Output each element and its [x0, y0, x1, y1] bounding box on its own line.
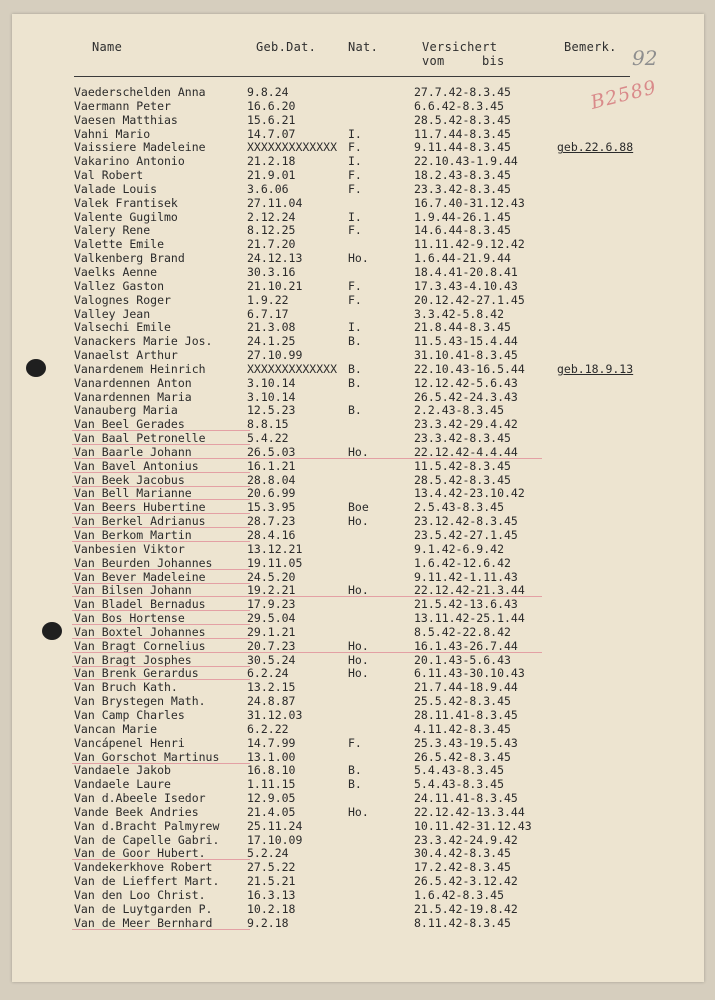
record-name: Van de Goor Hubert. [74, 846, 206, 861]
document-sheet [12, 14, 704, 982]
record-insured-period: 21.5.42-19.8.42 [414, 901, 518, 916]
record-insured-period: 22.12.42-4.4.44 [414, 444, 518, 459]
record-dob: 1.9.22 [247, 292, 289, 307]
record-dob: 13.1.00 [247, 749, 296, 764]
record-row [12, 335, 704, 349]
record-insured-period: 11.7.44-8.3.45 [414, 126, 511, 141]
punch-hole-bottom [42, 622, 62, 640]
record-nationality: F. [348, 168, 362, 183]
record-dob: 31.12.03 [247, 707, 303, 722]
record-name: Vanardenem Heinrich [74, 361, 206, 376]
record-name: Vandaele Jakob [74, 763, 171, 778]
record-nationality: Ho. [348, 583, 369, 598]
record-row [12, 280, 704, 294]
record-nationality: Ho. [348, 804, 369, 819]
record-name: Vallez Gaston [74, 278, 165, 293]
record-insured-period: 14.6.44-8.3.45 [414, 223, 511, 238]
record-insured-period: 23.3.42-8.3.45 [414, 431, 511, 446]
record-name: Vanauberg Maria [74, 403, 178, 418]
record-insured-period: 8.5.42-22.8.42 [414, 624, 511, 639]
record-insured-period: 23.12.42-8.3.45 [414, 514, 518, 529]
record-dob: 27.10.99 [247, 348, 303, 363]
record-insured-period: 9.1.42-6.9.42 [414, 541, 505, 556]
record-name: Valognes Roger [74, 292, 171, 307]
record-name: Van Bragt Cornelius [74, 638, 206, 653]
record-dob: 30.3.16 [247, 264, 296, 279]
record-name: Van Bladel Bernadus [74, 597, 206, 612]
record-dob: 9.2.18 [247, 915, 289, 930]
record-name: Van Camp Charles [74, 707, 185, 722]
record-dob: 29.1.21 [247, 624, 296, 639]
record-nationality: B. [348, 763, 362, 778]
record-name: Vancápenel Henri [74, 735, 185, 750]
record-nationality: Ho. [348, 666, 369, 681]
record-row [12, 571, 704, 585]
record-dob: 17.10.09 [247, 832, 303, 847]
punch-hole-top [26, 359, 46, 377]
record-nationality: B. [348, 334, 362, 349]
record-row [12, 737, 704, 751]
record-name: Val Robert [74, 168, 144, 183]
record-row [12, 487, 704, 501]
record-insured-period: 21.8.44-8.3.45 [414, 320, 511, 335]
record-dob: XXXXXXXXXXXXX [247, 140, 338, 155]
record-row [12, 889, 704, 903]
record-insured-period: 18.4.41-20.8.41 [414, 264, 518, 279]
record-insured-period: 20.12.42-27.1.45 [414, 292, 525, 307]
record-name: Van Berkel Adrianus [74, 514, 206, 529]
record-row [12, 418, 704, 432]
record-row [12, 321, 704, 335]
record-name: Van Beel Gerades [74, 417, 185, 432]
record-insured-period: 3.3.42-5.8.42 [414, 306, 505, 321]
record-name: Van Baal Petronelle [74, 431, 206, 446]
record-dob: 24.1.25 [247, 334, 296, 349]
header-dob: Geb.Dat. [256, 40, 317, 54]
record-name: Van Berkom Martin [74, 528, 192, 542]
record-dob: 13.12.21 [247, 541, 303, 556]
record-row [12, 834, 704, 848]
header-rule [74, 76, 630, 77]
record-dob: 16.8.10 [247, 763, 296, 778]
record-insured-period: 2.2.43-8.3.45 [414, 403, 505, 418]
record-nationality: Ho. [348, 514, 369, 529]
record-nationality: B. [348, 375, 362, 390]
record-name: Van Bos Hortense [74, 611, 185, 626]
record-insured-period: 22.12.42-13.3.44 [414, 804, 525, 819]
record-name: Van Beek Jacobus [74, 472, 185, 487]
record-dob: 12.5.23 [247, 403, 296, 418]
record-row [12, 820, 704, 834]
record-dob: 21.2.18 [247, 154, 296, 169]
record-row [12, 903, 704, 917]
record-name: Van Brystegen Math. [74, 694, 206, 709]
record-dob: 5.4.22 [247, 431, 289, 446]
record-row [12, 792, 704, 806]
record-insured-period: 1.6.44-21.9.44 [414, 251, 511, 266]
record-insured-period: 9.11.44-8.3.45 [414, 140, 511, 155]
record-row [12, 155, 704, 169]
record-insured-period: 21.7.44-18.9.44 [414, 680, 518, 695]
record-nationality: Ho. [348, 444, 369, 459]
record-insured-period: 23.3.42-29.4.42 [414, 417, 518, 432]
record-row [12, 404, 704, 418]
record-row [12, 875, 704, 889]
record-name: Vandekerkhove Robert [74, 860, 213, 875]
record-row [12, 183, 704, 197]
record-dob: 21.10.21 [247, 278, 303, 293]
record-insured-period: 11.5.43-15.4.44 [414, 334, 518, 349]
record-name: Van den Loo Christ. [74, 887, 206, 902]
record-insured-period: 4.11.42-8.3.45 [414, 721, 511, 736]
record-dob: 12.9.05 [247, 791, 296, 806]
record-dob: 1.11.15 [247, 777, 296, 792]
record-name: Van Beurden Johannes [74, 555, 213, 570]
record-name: Van Bell Marianne [74, 486, 192, 501]
record-insured-period: 22.12.42-21.3.44 [414, 583, 525, 598]
record-dob: 28.8.04 [247, 472, 296, 487]
record-insured-period: 28.5.42-8.3.45 [414, 112, 511, 127]
record-dob: 21.3.08 [247, 320, 296, 335]
record-nationality: B. [348, 777, 362, 792]
record-row [12, 612, 704, 626]
record-dob: 6.2.24 [247, 666, 289, 681]
record-row [12, 917, 704, 931]
record-dob: 21.4.05 [247, 804, 296, 819]
record-dob: 24.8.87 [247, 694, 296, 709]
record-dob: 27.11.04 [247, 195, 303, 210]
record-row [12, 529, 704, 543]
record-row [12, 114, 704, 128]
record-row [12, 681, 704, 695]
record-row [12, 764, 704, 778]
record-insured-period: 11.5.42-8.3.45 [414, 458, 511, 473]
record-name: Van Bruch Kath. [74, 680, 178, 695]
record-row [12, 543, 704, 557]
record-row [12, 847, 704, 861]
record-row [12, 751, 704, 765]
records-list [12, 86, 704, 930]
record-dob: 29.5.04 [247, 611, 296, 626]
record-dob: 5.2.24 [247, 846, 289, 861]
record-remark: geb.22.6.88 [557, 140, 634, 155]
record-name: Valery Rene [74, 223, 151, 238]
record-row [12, 584, 704, 598]
record-insured-period: 30.4.42-8.3.45 [414, 846, 511, 861]
record-name: Vanardennen Anton [74, 375, 192, 390]
record-name: Valade Louis [74, 181, 158, 196]
record-insured-period: 24.11.41-8.3.45 [414, 791, 518, 806]
record-dob: 21.9.01 [247, 168, 296, 183]
record-row [12, 377, 704, 391]
record-nationality: I. [348, 154, 362, 169]
record-row [12, 626, 704, 640]
record-name: Vaermann Peter [74, 98, 171, 113]
record-insured-period: 5.4.43-8.3.45 [414, 777, 505, 792]
record-dob: 14.7.99 [247, 735, 296, 750]
record-insured-period: 23.3.42-24.9.42 [414, 832, 518, 847]
record-dob: 8.8.15 [247, 417, 289, 432]
header-remarks: Bemerk. [564, 40, 617, 54]
record-name: Van de Luytgarden P. [74, 901, 213, 916]
record-row [12, 211, 704, 225]
record-row [12, 224, 704, 238]
record-name: Van Beers Hubertine [74, 500, 206, 515]
record-row [12, 169, 704, 183]
record-insured-period: 6.11.43-30.10.43 [414, 666, 525, 681]
record-dob: 28.7.23 [247, 514, 296, 529]
record-dob: 20.6.99 [247, 486, 296, 501]
record-row [12, 294, 704, 308]
record-row [12, 709, 704, 723]
record-name: Van de Capelle Gabri. [74, 832, 220, 847]
record-dob: 19.11.05 [247, 555, 303, 570]
record-row [12, 100, 704, 114]
record-row [12, 460, 704, 474]
record-name: Vanaelst Arthur [74, 348, 178, 363]
record-name: Valette Emile [74, 237, 165, 252]
record-row [12, 349, 704, 363]
record-name: Van Brenk Gerardus [74, 666, 199, 681]
record-nationality: F. [348, 278, 362, 293]
record-insured-period: 21.5.42-13.6.43 [414, 597, 518, 612]
record-dob: 21.5.21 [247, 874, 296, 889]
record-dob: 21.7.20 [247, 237, 296, 252]
header-insured-from: vom [422, 54, 445, 68]
record-row [12, 723, 704, 737]
record-insured-period: 28.11.41-8.3.45 [414, 707, 518, 722]
record-dob: 3.10.14 [247, 389, 296, 404]
record-dob: 16.3.13 [247, 887, 296, 902]
record-nationality: F. [348, 223, 362, 238]
record-name: Van de Meer Bernhard [74, 915, 213, 930]
record-dob: XXXXXXXXXXXXX [247, 361, 338, 376]
record-name: Valley Jean [74, 306, 151, 321]
record-dob: 8.12.25 [247, 223, 296, 238]
record-row [12, 266, 704, 280]
record-insured-period: 26.5.42-8.3.45 [414, 749, 511, 764]
record-name: Van d.Bracht Palmyrew [74, 818, 220, 833]
record-insured-period: 16.1.43-26.7.44 [414, 638, 518, 653]
record-dob: 26.5.03 [247, 444, 296, 459]
record-row [12, 128, 704, 142]
record-nationality: I. [348, 320, 362, 335]
record-name: Vaissiere Madeleine [74, 140, 206, 155]
record-insured-period: 20.1.43-5.6.43 [414, 652, 511, 667]
record-name: Vanardennen Maria [74, 389, 192, 404]
record-insured-period: 25.5.42-8.3.45 [414, 694, 511, 709]
header-nat: Nat. [348, 40, 379, 54]
record-dob: 9.8.24 [247, 85, 289, 99]
record-insured-period: 13.11.42-25.1.44 [414, 611, 525, 626]
record-row [12, 446, 704, 460]
record-row [12, 778, 704, 792]
record-dob: 28.4.16 [247, 528, 296, 542]
record-insured-period: 22.10.43-1.9.44 [414, 154, 518, 169]
record-row [12, 474, 704, 488]
record-dob: 24.12.13 [247, 251, 303, 266]
record-insured-period: 17.3.43-4.10.43 [414, 278, 518, 293]
record-nationality: F. [348, 181, 362, 196]
record-name: Valente Gugilmo [74, 209, 178, 224]
record-name: Van Gorschot Martinus [74, 749, 220, 764]
record-name: Van Bragt Josphes [74, 652, 192, 667]
record-dob: 3.6.06 [247, 181, 289, 196]
record-insured-period: 25.3.43-19.5.43 [414, 735, 518, 750]
record-nationality: B. [348, 361, 362, 376]
record-nationality: B. [348, 403, 362, 418]
record-nationality: Ho. [348, 638, 369, 653]
record-insured-period: 10.11.42-31.12.43 [414, 818, 532, 833]
record-insured-period: 1.6.42-8.3.45 [414, 887, 505, 902]
record-row [12, 432, 704, 446]
record-insured-period: 5.4.43-8.3.45 [414, 763, 505, 778]
record-dob: 19.2.21 [247, 583, 296, 598]
record-insured-period: 22.10.43-16.5.44 [414, 361, 525, 376]
record-remark: geb.18.9.13 [557, 361, 634, 376]
record-insured-period: 26.5.42-3.12.42 [414, 874, 518, 889]
record-dob: 15.6.21 [247, 112, 296, 127]
record-name: Vande Beek Andries [74, 804, 199, 819]
record-insured-period: 18.2.43-8.3.45 [414, 168, 511, 183]
record-row [12, 557, 704, 571]
record-dob: 16.1.21 [247, 458, 296, 473]
record-dob: 6.7.17 [247, 306, 289, 321]
record-dob: 25.11.24 [247, 818, 303, 833]
record-dob: 20.7.23 [247, 638, 296, 653]
record-insured-period: 6.6.42-8.3.45 [414, 98, 505, 113]
record-dob: 27.5.22 [247, 860, 296, 875]
record-insured-period: 23.3.42-8.3.45 [414, 181, 511, 196]
record-name: Vaesen Matthias [74, 112, 178, 127]
record-nationality: F. [348, 292, 362, 307]
record-row [12, 654, 704, 668]
record-insured-period: 23.5.42-27.1.45 [414, 528, 518, 542]
record-name: Van Boxtel Johannes [74, 624, 206, 639]
record-dob: 10.2.18 [247, 901, 296, 916]
record-name: Valek Frantisek [74, 195, 178, 210]
record-nationality: I. [348, 209, 362, 224]
record-nationality: F. [348, 140, 362, 155]
record-name: Vahni Mario [74, 126, 151, 141]
record-dob: 6.2.22 [247, 721, 289, 736]
header-name: Name [92, 40, 123, 54]
record-insured-period: 9.11.42-1.11.43 [414, 569, 518, 584]
record-insured-period: 28.5.42-8.3.45 [414, 472, 511, 487]
record-dob: 15.3.95 [247, 500, 296, 515]
record-row [12, 501, 704, 515]
handwritten-page-number: 92 [632, 46, 658, 70]
record-row [12, 252, 704, 266]
record-name: Vandaele Laure [74, 777, 171, 792]
record-dob: 30.5.24 [247, 652, 296, 667]
record-name: Vaelks Aenne [74, 264, 158, 279]
record-row [12, 640, 704, 654]
record-name: Van Bavel Antonius [74, 458, 199, 473]
record-insured-period: 31.10.41-8.3.45 [414, 348, 518, 363]
record-insured-period: 17.2.42-8.3.45 [414, 860, 511, 875]
record-dob: 24.5.20 [247, 569, 296, 584]
record-nationality: Ho. [348, 251, 369, 266]
record-row [12, 141, 704, 155]
record-nationality: F. [348, 735, 362, 750]
record-row [12, 861, 704, 875]
record-nationality: I. [348, 126, 362, 141]
header-insured-to: bis [482, 54, 505, 68]
record-name: Van Baarle Johann [74, 444, 192, 459]
record-row [12, 806, 704, 820]
record-name: Van Bilsen Johann [74, 583, 192, 598]
record-row [12, 86, 704, 100]
record-insured-period: 1.9.44-26.1.45 [414, 209, 511, 224]
record-dob: 13.2.15 [247, 680, 296, 695]
record-dob: 2.12.24 [247, 209, 296, 224]
record-row [12, 363, 704, 377]
record-name: Van de Lieffert Mart. [74, 874, 220, 889]
record-dob: 16.6.20 [247, 98, 296, 113]
record-name: Vakarino Antonio [74, 154, 185, 169]
record-insured-period: 11.11.42-9.12.42 [414, 237, 525, 252]
record-name: Valkenberg Brand [74, 251, 185, 266]
record-nationality: Ho. [348, 652, 369, 667]
record-dob: 17.9.23 [247, 597, 296, 612]
record-name: Van Bever Madeleine [74, 569, 206, 584]
header-insured: Versichert [422, 40, 498, 54]
record-row [12, 238, 704, 252]
record-insured-period: 2.5.43-8.3.45 [414, 500, 505, 515]
record-name: Valsechi Emile [74, 320, 171, 335]
record-row [12, 515, 704, 529]
red-stamp: B2589 [588, 76, 659, 114]
record-name: Vancan Marie [74, 721, 158, 736]
record-row [12, 598, 704, 612]
record-dob: 3.10.14 [247, 375, 296, 390]
record-row [12, 391, 704, 405]
record-row [12, 197, 704, 211]
record-insured-period: 26.5.42-24.3.43 [414, 389, 518, 404]
record-name: Vanbesien Viktor [74, 541, 185, 556]
record-insured-period: 12.12.42-5.6.43 [414, 375, 518, 390]
record-insured-period: 13.4.42-23.10.42 [414, 486, 525, 501]
record-insured-period: 16.7.40-31.12.43 [414, 195, 525, 210]
record-insured-period: 1.6.42-12.6.42 [414, 555, 511, 570]
record-dob: 14.7.07 [247, 126, 296, 141]
record-row [12, 695, 704, 709]
record-name: Vanackers Marie Jos. [74, 334, 213, 349]
record-insured-period: 27.7.42-8.3.45 [414, 85, 511, 99]
record-nationality: Boe [348, 500, 369, 515]
record-row [12, 667, 704, 681]
record-name: Van d.Abeele Isedor [74, 791, 206, 806]
record-name: Vaederschelden Anna [74, 85, 206, 99]
record-insured-period: 8.11.42-8.3.45 [414, 915, 511, 930]
record-row [12, 308, 704, 322]
